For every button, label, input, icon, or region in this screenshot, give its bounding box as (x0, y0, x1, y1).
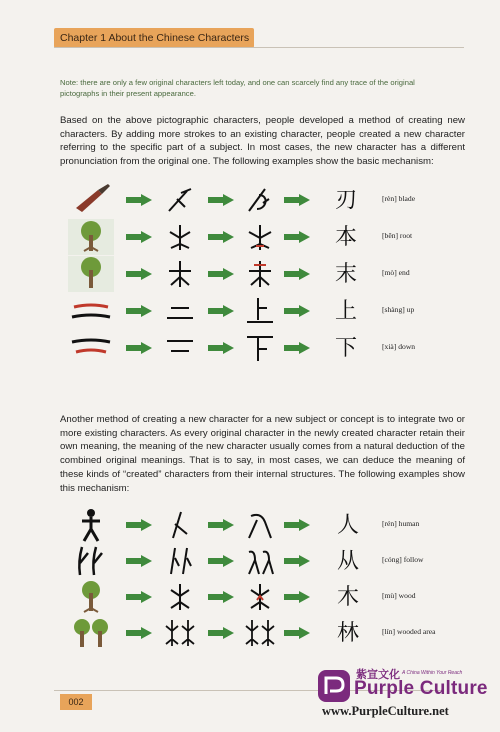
arrow-icon (284, 342, 310, 354)
arrow-icon (126, 342, 152, 354)
example-row-human (60, 507, 470, 543)
arrow-icon (208, 342, 234, 354)
paragraph-1: Based on the above pictographic characters, people developed a method of creating new characters. By adding more strokes to an existing character, people created a new character referring to the specific part of a subject. In most cases, the new character has a different pronunciation from the original one. The following examples show the basic mechanism: (60, 115, 465, 168)
arrow-icon (208, 305, 234, 317)
logo-url: www.PurpleCulture.net (322, 704, 449, 718)
seal-glyph (160, 509, 200, 541)
down-lines-picture (68, 330, 114, 366)
tree-picture (68, 579, 114, 615)
header-rule (54, 47, 464, 48)
arrow-icon (126, 591, 152, 603)
arrow-icon (284, 194, 310, 206)
seal-glyph (240, 617, 280, 649)
final-character: 木 (336, 585, 359, 610)
arrow-icon (208, 627, 234, 639)
page-number: 002 (60, 694, 92, 710)
seal-glyph (240, 258, 280, 290)
example-row-up (60, 293, 470, 330)
example-row-follow (60, 543, 470, 579)
seal-glyph (160, 617, 200, 649)
final-character: 下 (334, 336, 357, 361)
arrow-icon (208, 268, 234, 280)
final-character: 从 (336, 549, 359, 574)
seal-glyph (240, 184, 280, 216)
example-row-blade (60, 182, 470, 219)
example-row-end (60, 256, 470, 293)
two-figures-picture (68, 543, 114, 579)
example-row-down (60, 330, 470, 367)
tree-top-picture (68, 256, 114, 292)
arrow-icon (284, 305, 310, 317)
final-character: 末 (334, 262, 357, 287)
publisher-logo (316, 664, 494, 724)
arrow-icon (208, 231, 234, 243)
two-trees-picture (68, 615, 114, 651)
arrow-icon (208, 591, 234, 603)
chapter-header: Chapter 1 About the Chinese Characters (54, 28, 254, 48)
logo-tagline: A China Within Your Reach (402, 670, 463, 676)
logo-chinese-name: 紫宣文化 (356, 668, 400, 681)
arrow-icon (126, 519, 152, 531)
final-character: 林 (336, 621, 359, 646)
seal-glyph (160, 258, 200, 290)
pinyin-label: [rèn] blade (382, 194, 416, 203)
arrow-icon (284, 555, 310, 567)
pinyin-label: [lín] wooded area (382, 627, 436, 636)
arrow-icon (208, 519, 234, 531)
seal-glyph (160, 332, 200, 364)
logo-mark-icon (316, 668, 352, 704)
pinyin-label: [mù] wood (382, 591, 416, 600)
arrow-icon (126, 555, 152, 567)
pinyin-label: [běn] root (382, 231, 413, 240)
pinyin-label: [rén] human (382, 519, 420, 528)
logo-name: Purple Culture (354, 678, 488, 699)
pinyin-label: [cóng] follow (382, 555, 424, 564)
seal-glyph (160, 184, 200, 216)
arrow-icon (126, 305, 152, 317)
tree-root-picture (68, 219, 114, 255)
seal-glyph (160, 581, 200, 613)
seal-glyph (160, 295, 200, 327)
knife-picture (68, 182, 114, 218)
arrow-icon (284, 627, 310, 639)
example-row-root (60, 219, 470, 256)
arrow-icon (208, 194, 234, 206)
seal-glyph (240, 295, 280, 327)
pinyin-label: [shàng] up (382, 305, 415, 314)
arrow-icon (208, 555, 234, 567)
pinyin-label: [mò] end (382, 268, 410, 277)
seal-glyph (240, 509, 280, 541)
example-rows-2 (60, 507, 470, 651)
arrow-icon (126, 231, 152, 243)
example-row-wood (60, 579, 470, 615)
arrow-icon (284, 268, 310, 280)
seal-glyph (240, 332, 280, 364)
example-rows-1 (60, 182, 470, 367)
example-row-wooded-area (60, 615, 470, 651)
seal-glyph (240, 221, 280, 253)
paragraph-2: Another method of creating a new character for a new subject or concept is to integrate two or more existing characters. As every original character in the newly created character retain their own meaning, the meaning of the new character usually comes from a natural deduction of the combined original meanings. That is to say, in most cases, we can deduce the meaning of these kinds of “created” characters from their internal structures. The following examples show this mechanism: (60, 414, 465, 494)
final-character: 刃 (334, 188, 357, 213)
arrow-icon (284, 231, 310, 243)
up-lines-picture (68, 293, 114, 329)
final-character: 本 (334, 225, 357, 250)
human-figure-picture (68, 507, 114, 543)
arrow-icon (284, 519, 310, 531)
seal-glyph (160, 545, 200, 577)
final-character: 上 (334, 299, 357, 324)
arrow-icon (284, 591, 310, 603)
arrow-icon (126, 268, 152, 280)
pinyin-label: [xià] down (382, 342, 416, 351)
seal-glyph (160, 221, 200, 253)
final-character: 人 (336, 513, 359, 538)
seal-glyph (240, 581, 280, 613)
seal-glyph (240, 545, 280, 577)
arrow-icon (126, 627, 152, 639)
arrow-icon (126, 194, 152, 206)
note-text: Note: there are only a few original characters left today, and one can scarcely find any trace of the original pictographs in their present appearance. (60, 78, 415, 98)
